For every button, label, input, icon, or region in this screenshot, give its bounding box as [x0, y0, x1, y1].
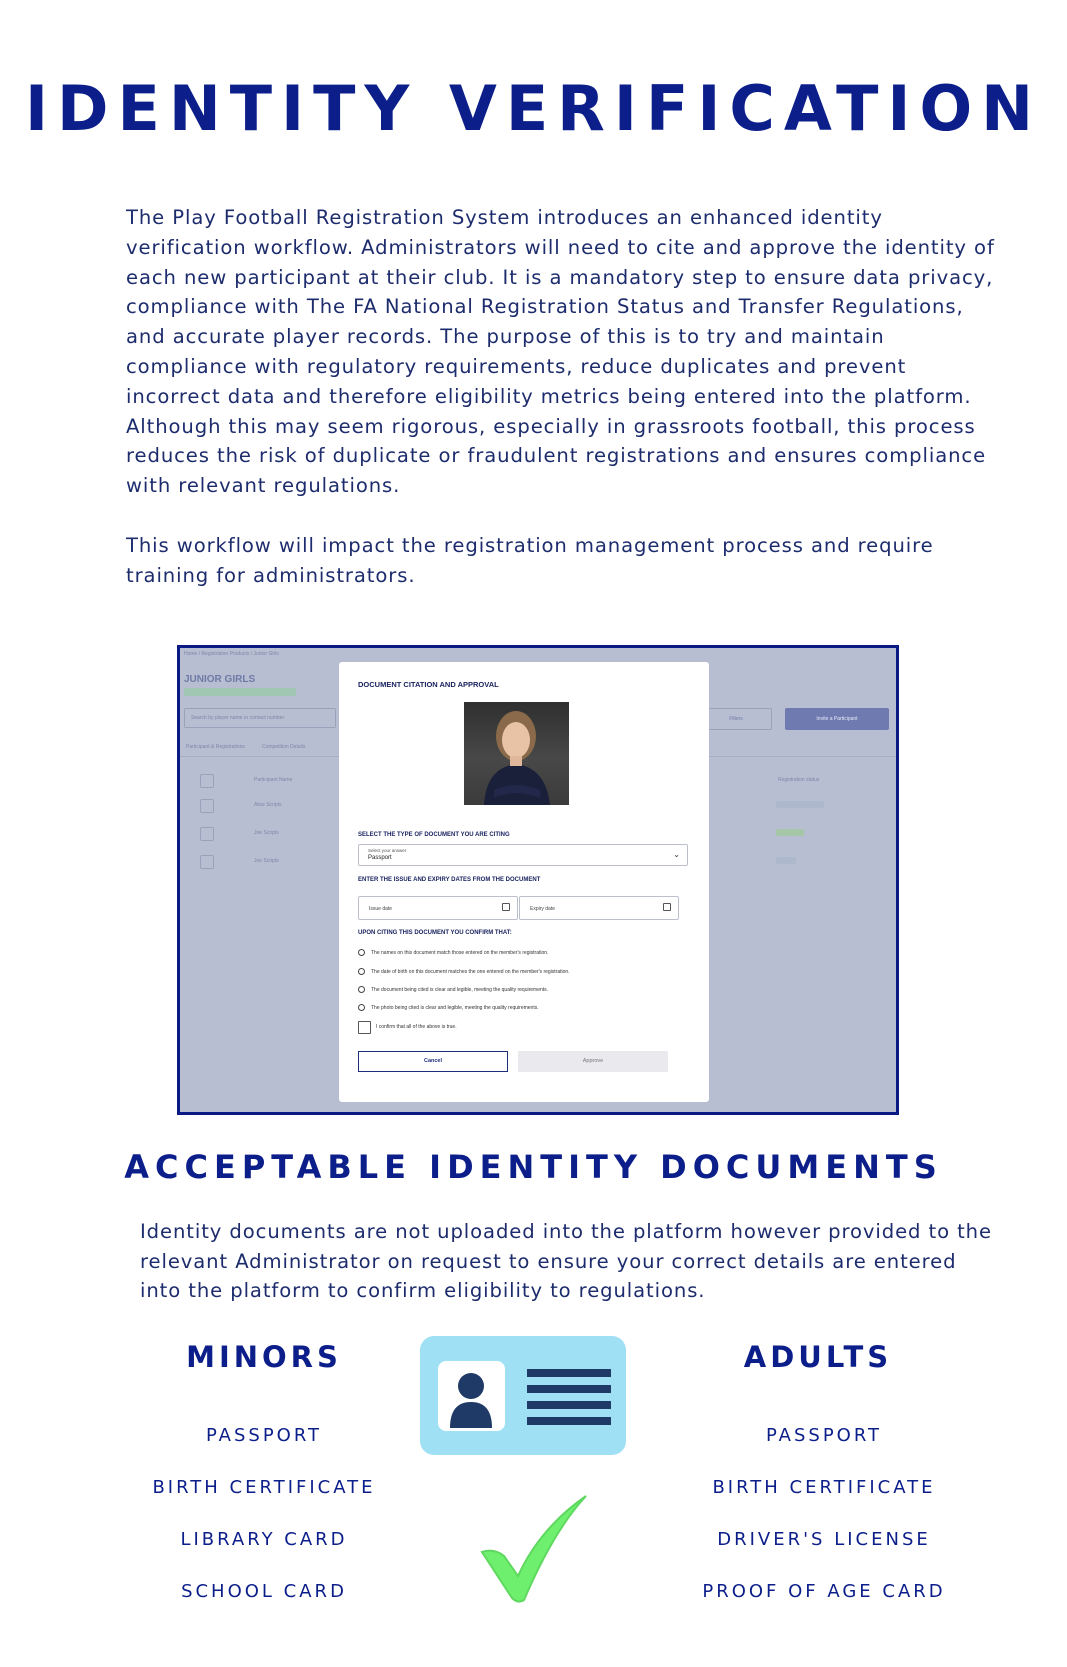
minors-list	[104, 1425, 424, 1633]
row-checkbox[interactable]	[200, 827, 214, 841]
confirmation-text: The names on this document match those entered on the member's registration.	[371, 949, 549, 956]
confirmation-item	[358, 949, 548, 956]
confirmation-text: The document being cited is clear and legible, meeting the quality requirements.	[371, 986, 549, 993]
cancel-button[interactable]: Cancel	[358, 1051, 508, 1072]
invite-participant-button[interactable]: Invite a Participant	[785, 708, 889, 730]
confirm-checkbox[interactable]	[358, 1021, 371, 1034]
select-value: Passport	[368, 855, 392, 861]
app-screenshot	[177, 645, 899, 1115]
radio-icon	[358, 968, 365, 975]
id-card-icon	[420, 1336, 626, 1455]
search-input[interactable]	[184, 708, 336, 728]
issue-date-placeholder: Issue date	[369, 906, 393, 912]
list-item: PASSPORT	[765, 1425, 883, 1446]
confirmation-text: The date of birth on this document matches the one entered on the member's registration.	[371, 968, 570, 975]
col-registration-header: Registration status	[778, 777, 820, 783]
table-row[interactable]: Alice Scripts	[254, 802, 282, 808]
registration-pill	[776, 829, 804, 836]
list-item: BIRTH CERTIFICATE	[712, 1477, 936, 1498]
document-type-select[interactable]	[358, 844, 688, 866]
checkmark-icon	[474, 1490, 594, 1610]
breadcrumb[interactable]: Home / Registration Products / Junior Girls	[184, 651, 279, 657]
issue-date-field[interactable]	[358, 896, 518, 920]
tab-participants[interactable]: Participant & Registrations	[186, 744, 245, 750]
intro-text	[126, 203, 1006, 590]
radio-icon	[358, 949, 365, 956]
select-placeholder: Select your answer	[368, 848, 407, 853]
list-item: BIRTH CERTIFICATE	[152, 1477, 376, 1498]
expiry-date-placeholder: Expiry date	[530, 906, 556, 912]
calendar-icon[interactable]	[663, 903, 671, 911]
adults-heading: ADULTS	[743, 1340, 893, 1374]
confirmation-text: The photo being cited is clear and legible, meeting the quality requirements.	[371, 1004, 539, 1011]
documents-heading: ACCEPTABLE IDENTITY DOCUMENTS	[124, 1148, 943, 1186]
col-participant-header: Participant Name	[254, 777, 293, 783]
list-item: SCHOOL CARD	[181, 1581, 347, 1602]
table-row[interactable]: Joe Scripts	[254, 830, 279, 836]
list-item: PASSPORT	[205, 1425, 323, 1446]
status-badge	[184, 688, 296, 696]
expiry-date-field[interactable]	[519, 896, 679, 920]
portrait-image	[464, 702, 569, 805]
documents-text: Identity documents are not uploaded into the platform however provided to the relevant Administrator on request to ensure your correct details are entered into the platform to confirm eligibility to regulations.	[140, 1220, 992, 1302]
list-item: PROOF OF AGE CARD	[702, 1581, 946, 1602]
table-row[interactable]: Joe Scripts	[254, 858, 279, 864]
confirm-label: UPON CITING THIS DOCUMENT YOU CONFIRM THAT:	[358, 930, 512, 936]
confirmation-item	[358, 986, 548, 993]
row-checkbox[interactable]	[200, 799, 214, 813]
radio-icon	[358, 1004, 365, 1011]
participant-photo	[464, 702, 569, 805]
adults-list	[664, 1425, 984, 1633]
confirm-checkbox-label: I confirm that all of the above is true.	[376, 1024, 457, 1030]
intro-paragraph: The Play Football Registration System introduces an enhanced identity verification workflow. Administrators will need to cite and approve the identity of each new participant at their club. It is a mandatory step to ensure data privacy, compliance with The FA National Registration Status and Transfer Regulations, and accurate player records. The purpose of this is to try and maintain compliance with regulatory requirements, reduce duplicates and prevent incorrect data and therefore eligibility metrics being entered into the platform. Although this may seem rigorous, especially in grassroots football, this process reduces the risk of duplicate or fraudulent registrations and ensures compliance with relevant regulations.	[126, 206, 995, 498]
radio-icon	[358, 986, 365, 993]
chevron-down-icon: ⌄	[673, 850, 680, 859]
modal-title: DOCUMENT CITATION AND APPROVAL	[358, 680, 499, 689]
list-item: DRIVER'S LICENSE	[717, 1529, 931, 1550]
select-all-checkbox[interactable]	[200, 774, 214, 788]
filters-button[interactable]: Filters	[700, 708, 772, 730]
confirmation-item	[358, 1004, 539, 1011]
doc-type-label: SELECT THE TYPE OF DOCUMENT YOU ARE CITING	[358, 832, 510, 838]
list-item: LIBRARY CARD	[180, 1529, 348, 1550]
workflow-paragraph: This workflow will impact the registration management process and require training for administrators.	[126, 533, 934, 587]
confirmation-item	[358, 968, 570, 975]
registration-title: JUNIOR GIRLS	[184, 674, 256, 685]
minors-heading: MINORS	[186, 1340, 342, 1374]
approve-button[interactable]: Approve	[518, 1051, 668, 1072]
document-citation-modal	[339, 662, 709, 1102]
page-title: IDENTITY VERIFICATION	[24, 72, 1043, 145]
search-placeholder: Search by player name or contact number	[191, 715, 285, 721]
dates-label: ENTER THE ISSUE AND EXPIRY DATES FROM THE DOCUMENT	[358, 877, 541, 883]
calendar-icon[interactable]	[502, 903, 510, 911]
row-checkbox[interactable]	[200, 855, 214, 869]
registration-pill	[776, 801, 824, 808]
tab-competition[interactable]: Competition Details	[262, 744, 306, 750]
registration-pill	[776, 857, 796, 864]
